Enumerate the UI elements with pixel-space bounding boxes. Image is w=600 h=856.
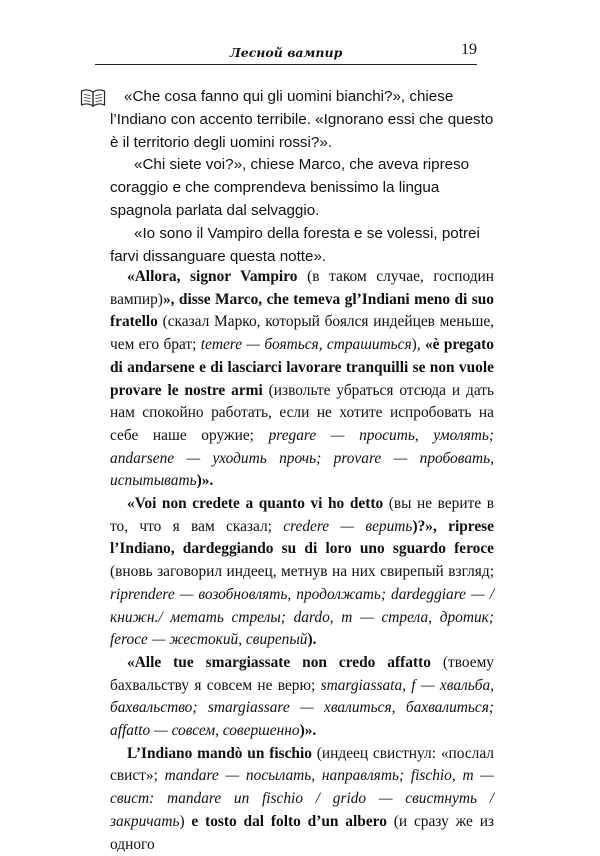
header-title: Лесной вампир [229, 45, 343, 60]
gloss: temere — бояться, страшиться [200, 336, 412, 354]
italian-text-block [110, 86, 496, 268]
commentary-paragraph [110, 743, 494, 856]
translation: (сказал Марко, который боялся индейцев меньше, чем его брат; [110, 313, 494, 354]
commentary-paragraph [110, 652, 494, 743]
italian-paragraph: «Chi siete voi?», chiese Marco, che aveva ripreso coraggio e che comprendeva benissimo la lingua spagnola parlata dal selvaggio. [110, 156, 470, 219]
translation: (в таком случае, господин вампир) [110, 268, 495, 308]
italian-paragraph: «Che cosa fanno qui gli uomini bianchi?», chiese l’Indiano con accento terribile. «Ignorano essi che questo è il territorio degli uomini rossi?». [110, 88, 494, 151]
translation: (и сразу же из одного [110, 812, 495, 853]
commentary-block [110, 266, 494, 856]
translation: (вы не верите в то, что я вам сказал; [110, 495, 494, 535]
gloss: smargiassata, f — хвальба, бахвальство; smargiassare — хвалиться, бахвалиться; affatto — совсем, совершенно [110, 676, 495, 740]
punctuation: ) [179, 812, 192, 830]
italian-phrase: «è pregato di andarsene e di lasciarci lavorare tranquilli se non vuole provare le nostre armi [110, 336, 495, 399]
translation: (индеец свистнул: «послал свист»; [110, 744, 494, 785]
translation: (вновь заговорил индеец, метнув на них свирепый взгляд; [110, 563, 494, 581]
commentary-paragraph [110, 493, 494, 652]
italian-phrase: «Allora, signor Vampiro [127, 268, 298, 285]
punctuation: ). [307, 631, 317, 649]
open-book-icon [80, 88, 106, 108]
translation: (извольте убраться отсюда и дать нам спокойно работать, если не хотите испробовать на себе наше оружие; [110, 381, 495, 444]
running-header [95, 40, 477, 65]
italian-phrase: e tosto dal folto d’un albero [191, 812, 387, 830]
italian-paragraph: «Io sono il Vampiro della foresta e se volessi, potrei farvi dissanguare questa notte». [110, 224, 480, 265]
italian-phrase: », disse Marco, che temeva gl’Indiani meno di suo fratello [110, 290, 494, 331]
page-number: 19 [461, 41, 477, 58]
commentary-paragraph [110, 266, 494, 493]
gloss: mandare — посылать, направлять; fischio, m — свист: mandare un fischio / grido — свистнуть / закричать [110, 767, 494, 830]
punctuation: )». [299, 722, 317, 740]
translation: (твоему бахвальству я совсем не верю; [110, 653, 495, 694]
punctuation: ), [411, 336, 425, 354]
gloss: riprendere — возобновлять, продолжать; dardeggiare — /книжн./ метать стрелы; dardo, m — стрела, дротик; feroce — жестокий, свирепый [110, 585, 494, 649]
punctuation: )». [196, 472, 214, 490]
italian-phrase: «Alle tue smargiassate non credo affatto [127, 653, 431, 671]
gloss: pregare — просить, умолять; andarsene — уходить прочь; provare — пробовать, испытывать [110, 426, 494, 490]
italian-phrase: )?», riprese l’Indiano, dardeggiando su di loro uno sguardo feroce [110, 517, 494, 558]
gloss: credere — верить [283, 517, 413, 535]
italian-phrase: L’Indiano mandò un fischio [127, 744, 312, 762]
italian-phrase: «Voi non credete a quanto vi ho detto [127, 495, 384, 513]
